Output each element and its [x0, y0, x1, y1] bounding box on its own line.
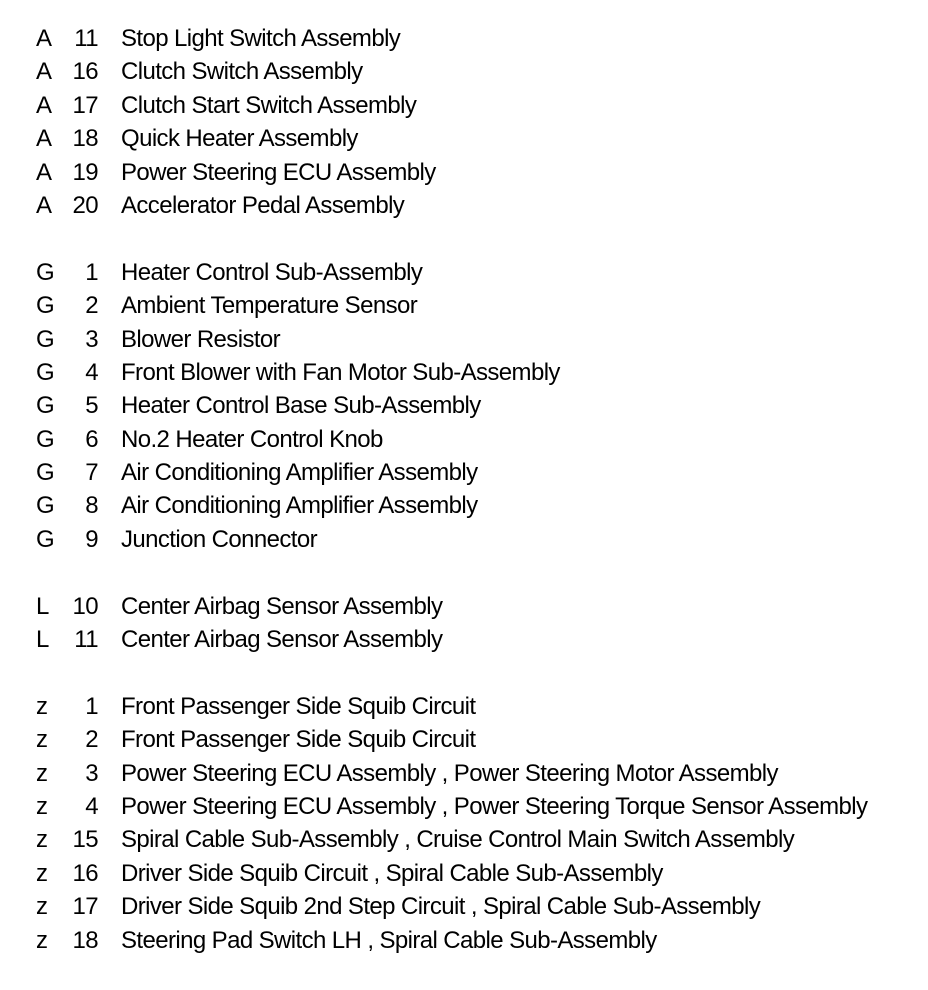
connector-number: 7 [85, 459, 98, 487]
connector-number: 4 [85, 792, 98, 820]
connector-description: Power Steering ECU Assembly , Power Steering Torque Sensor Assembly [121, 792, 868, 820]
connector-description: Clutch Start Switch Assembly [121, 91, 417, 119]
connector-group-g [0, 256, 928, 557]
connector-number: 11 [74, 25, 98, 52]
list-item [0, 890, 928, 923]
connector-prefix: A [36, 191, 52, 219]
connector-description: Front Passenger Side Squib Circuit [121, 692, 476, 720]
connector-prefix: A [36, 125, 52, 153]
list-item [0, 389, 928, 422]
list-item [0, 55, 928, 88]
list-item [0, 590, 928, 623]
list-item [0, 89, 928, 122]
connector-description: Center Airbag Sensor Assembly [121, 592, 443, 620]
connector-group-l [0, 590, 928, 657]
connector-description: Air Conditioning Amplifier Assembly [121, 459, 478, 487]
connector-prefix: A [36, 158, 52, 186]
connector-prefix: L [36, 626, 49, 654]
connector-number: 18 [72, 926, 98, 954]
list-item [0, 723, 928, 756]
connector-prefix: G [36, 358, 55, 386]
connector-prefix: G [36, 325, 55, 353]
connector-prefix: G [36, 425, 55, 453]
list-item [0, 823, 928, 856]
connector-prefix: z [36, 926, 48, 954]
connector-number: 6 [85, 425, 98, 453]
connector-number: 1 [85, 258, 98, 286]
list-item [0, 790, 928, 823]
connector-description: Blower Resistor [121, 325, 281, 353]
connector-number: 17 [72, 91, 98, 119]
list-item [0, 690, 928, 723]
connector-description: Steering Pad Switch LH , Spiral Cable Sub-Assembly [121, 926, 657, 954]
connector-prefix: z [36, 726, 48, 754]
connector-prefix: G [36, 392, 55, 420]
connector-description: Junction Connector [121, 525, 317, 553]
connector-number: 10 [72, 592, 98, 620]
list-item [0, 757, 928, 790]
list-item [0, 456, 928, 489]
connector-prefix: z [36, 826, 48, 854]
connector-number: 3 [85, 325, 98, 353]
connector-description: Ambient Temperature Sensor [121, 292, 418, 320]
list-item [0, 289, 928, 322]
connector-prefix: G [36, 492, 55, 520]
list-item [0, 356, 928, 389]
connector-description: Power Steering ECU Assembly [121, 158, 436, 186]
connector-number: 19 [72, 158, 98, 186]
connector-description: Air Conditioning Amplifier Assembly [121, 492, 478, 520]
connector-number: 4 [85, 358, 98, 386]
connector-list [0, 22, 928, 990]
connector-prefix: z [36, 893, 48, 921]
connector-description: Power Steering ECU Assembly , Power Steering Motor Assembly [121, 759, 778, 787]
connector-prefix: z [36, 692, 48, 720]
connector-number: 9 [85, 525, 98, 553]
connector-description: Clutch Switch Assembly [121, 58, 363, 86]
connector-description: Spiral Cable Sub-Assembly , Cruise Control Main Switch Assembly [121, 826, 795, 854]
list-item [0, 423, 928, 456]
connector-number: 16 [72, 859, 98, 887]
list-item [0, 122, 928, 155]
connector-description: Center Airbag Sensor Assembly [121, 626, 443, 654]
connector-number: 3 [85, 759, 98, 787]
connector-description: Stop Light Switch Assembly [121, 25, 401, 52]
connector-number: 1 [85, 692, 98, 720]
connector-number: 2 [85, 726, 98, 754]
connector-prefix: z [36, 859, 48, 887]
list-item [0, 523, 928, 556]
connector-prefix: A [36, 25, 52, 52]
connector-number: 15 [72, 826, 98, 854]
connector-prefix: G [36, 525, 55, 553]
connector-description: Front Blower with Fan Motor Sub-Assembly [121, 358, 560, 386]
list-item [0, 924, 928, 957]
connector-description: Front Passenger Side Squib Circuit [121, 726, 476, 754]
connector-number: 2 [85, 292, 98, 320]
connector-description: Quick Heater Assembly [121, 125, 358, 153]
list-item [0, 22, 928, 55]
list-item [0, 623, 928, 656]
connector-group-z [0, 690, 928, 957]
connector-number: 16 [72, 58, 98, 86]
list-item [0, 256, 928, 289]
connector-prefix: G [36, 292, 55, 320]
list-item [0, 489, 928, 522]
connector-number: 20 [72, 191, 98, 219]
connector-prefix: A [36, 91, 52, 119]
connector-description: Driver Side Squib Circuit , Spiral Cable Sub-Assembly [121, 859, 663, 887]
connector-prefix: G [36, 258, 55, 286]
list-item [0, 857, 928, 890]
connector-description: Accelerator Pedal Assembly [121, 191, 405, 219]
connector-description: Driver Side Squib 2nd Step Circuit , Spiral Cable Sub-Assembly [121, 893, 761, 921]
connector-prefix: z [36, 792, 48, 820]
connector-group-a [0, 22, 928, 222]
connector-description: Heater Control Base Sub-Assembly [121, 392, 481, 420]
connector-number: 18 [72, 125, 98, 153]
connector-prefix: A [36, 58, 52, 86]
list-item [0, 323, 928, 356]
connector-number: 17 [72, 893, 98, 921]
list-item [0, 156, 928, 189]
connector-number: 5 [85, 392, 98, 420]
connector-prefix: L [36, 592, 49, 620]
list-item [0, 189, 928, 222]
connector-number: 11 [74, 626, 98, 654]
connector-description: Heater Control Sub-Assembly [121, 258, 423, 286]
connector-prefix: G [36, 459, 55, 487]
connector-description: No.2 Heater Control Knob [121, 425, 383, 453]
connector-number: 8 [85, 492, 98, 520]
connector-prefix: z [36, 759, 48, 787]
